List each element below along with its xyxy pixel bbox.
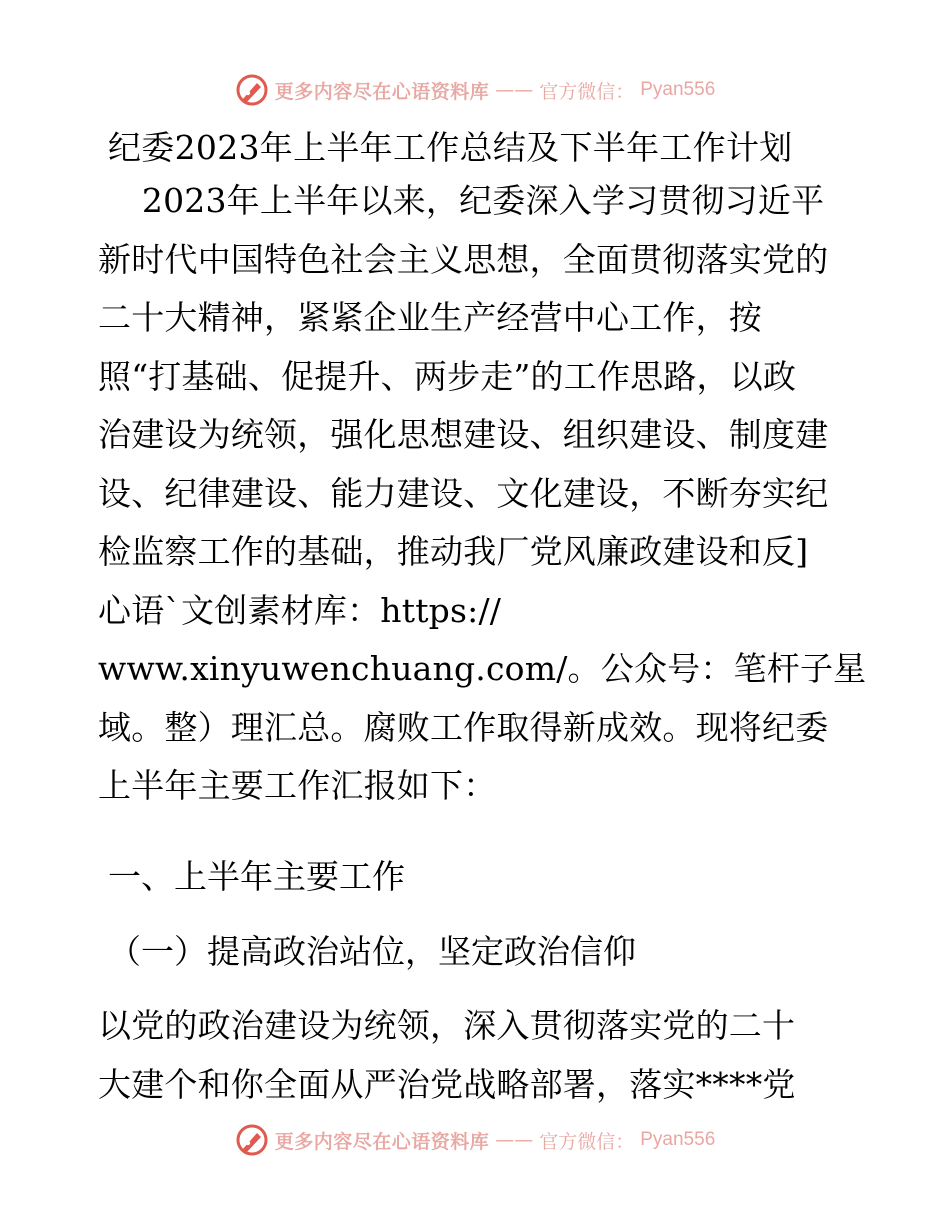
watermark-label: 官方微信： bbox=[539, 80, 635, 103]
watermark-text: 更多内容尽在心语资料库 bbox=[274, 80, 490, 103]
intro-line: 2023年上半年以来，纪委深入学习贯彻习近平 bbox=[98, 181, 825, 220]
intro-line: 新时代中国特色社会主义思想，全面贯彻落实党的 bbox=[98, 239, 829, 279]
intro-line: 二十大精神，紧紧企业生产经营中心工作，按 bbox=[98, 298, 762, 337]
section-heading: 一、上半年主要工作 bbox=[108, 857, 405, 896]
watermark-banner-top bbox=[0, 70, 950, 110]
watermark-label: 官方微信： bbox=[539, 1130, 635, 1153]
body-paragraph bbox=[98, 997, 850, 1114]
pen-circle-logo-icon bbox=[235, 1123, 269, 1157]
watermark-separator: —— bbox=[495, 1129, 534, 1151]
subsection-heading: （一）提高政治站位，坚定政治信仰 bbox=[108, 932, 636, 971]
document-title: 纪委2023年上半年工作总结及下半年工作计划 bbox=[108, 128, 793, 167]
intro-line: 照“打基础、促提升、两步走”的工作思路，以政 bbox=[98, 356, 797, 396]
watermark-separator: —— bbox=[495, 79, 534, 101]
body-line: 以党的政治建设为统领，深入贯彻落实党的二十 bbox=[98, 1006, 796, 1045]
watermark-banner-bottom bbox=[0, 1120, 950, 1160]
intro-line: 治建设为统领，强化思想建设、组织建设、制度建 bbox=[98, 415, 829, 454]
intro-line: 心语`文创素材库：https:// bbox=[98, 590, 502, 630]
watermark-text: 更多内容尽在心语资料库 bbox=[274, 1130, 490, 1153]
intro-line: 域。整）理汇总。腐败工作取得新成效。现将纪委 bbox=[98, 707, 829, 747]
pen-circle-logo-icon bbox=[235, 73, 269, 107]
intro-line: 上半年主要工作汇报如下： bbox=[98, 766, 497, 805]
intro-line: 检监察工作的基础，推动我厂党风廉政建设和反] bbox=[98, 532, 809, 571]
watermark-wechat-id: Pyan556 bbox=[640, 79, 716, 100]
intro-line: www.xinyuwenchuang.com/。公众号：笔杆子星 bbox=[98, 649, 867, 688]
intro-paragraph bbox=[98, 172, 867, 816]
intro-line: 设、纪律建设、能力建设、文化建设，不断夯实纪 bbox=[98, 473, 829, 513]
body-line: 大建个和你全面从严治党战略部署，落实****党 bbox=[98, 1064, 796, 1104]
watermark-wechat-id: Pyan556 bbox=[640, 1129, 716, 1150]
